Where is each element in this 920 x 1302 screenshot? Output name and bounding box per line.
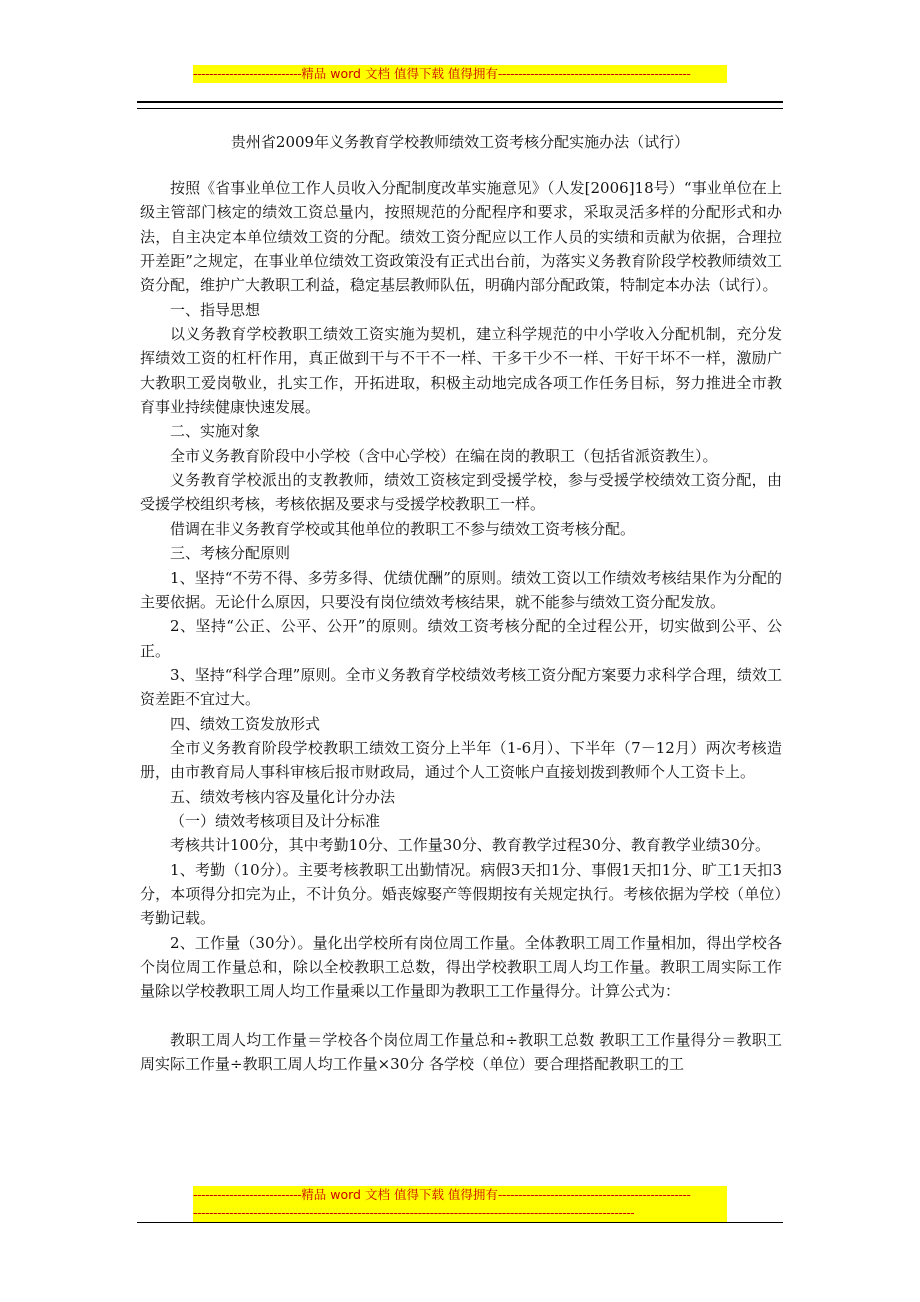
- paragraph: 2、坚持“公正、公平、公开”的原则。绩效工资考核分配的全过程公开，切实做到公平、公正。: [140, 617, 782, 660]
- banner-dashes-full: --------------------------------------------------------------------------------------------------------------: [193, 1205, 635, 1220]
- section-heading-4: 四、绩效工资发放形式: [170, 714, 321, 733]
- paragraph: 借调在非义务教育学校或其他单位的教职工不参与绩效工资考核分配。: [170, 519, 636, 538]
- footer-banner: [193, 1186, 727, 1204]
- header-rule-thick: [137, 101, 783, 103]
- footer-rule: [137, 1222, 783, 1223]
- section-heading-3: 三、考核分配原则: [170, 544, 291, 563]
- banner-text: 精品 word 文档 值得下载 值得拥有: [301, 66, 498, 81]
- paragraph: 以义务教育学校教职工绩效工资实施为契机，建立科学规范的中小学收入分配机制，充分发挥绩效工资的杠杆作用，真正做到干与不干不一样、干多干少不一样、干好干坏不一样，激励广大教职工爱岗敬业，扎实工作，开拓进取，积极主动地完成各项工作任务目标，努力推进全市教育事业持续健康快速发展。: [140, 325, 782, 417]
- section-heading-5: 五、绩效考核内容及量化计分办法: [170, 787, 396, 806]
- paragraph: 全市义务教育阶段学校教职工绩效工资分上半年（1-6月）、下半年（7－12月）两次考核造册，由市教育局人事科审核后报市财政局，通过个人工资帐户直接划拨到教师个人工资卡上。: [140, 738, 782, 782]
- footer-banner-dashes: [193, 1204, 727, 1222]
- paragraph: 2、工作量（30分）。量化出学校所有岗位周工作量。全体教职工周工作量相加，得出学校各个岗位周工作量总和，除以全校教职工总数，得出学校教职工周人均工作量。教职工周实际工作量除以学校教职工周人均工作量乘以工作量即为教职工工作量得分。计算公式为：: [140, 933, 782, 1001]
- paragraph: 3、坚持“科学合理”原则。全市义务教育学校绩效考核工资分配方案要力求科学合理，绩效工资差距不宜过大。: [140, 665, 782, 709]
- header-rule-thin: [137, 108, 783, 109]
- banner-dashes-left: ---------------------------: [193, 66, 302, 81]
- paragraph: 1、坚持“不劳不得、多劳多得、优绩优酬”的原则。绩效工资以工作绩效考核结果作为分配的主要依据。无论什么原因，只要没有岗位绩效考核结果，就不能参与绩效工资分配发放。: [140, 568, 782, 611]
- banner-text: 精品 word 文档 值得下载 值得拥有: [301, 1187, 498, 1202]
- document-title: 贵州省2009年义务教育学校教师绩效工资考核分配实施办法（试行）: [230, 133, 690, 151]
- paragraph-intro: 按照《省事业单位工作人员收入分配制度改革实施意见》（人发[2006]18号）“事业单位在上级主管部门核定的绩效工资总量内，按照规范的分配程序和要求，采取灵活多样的分配形式和办法，自主决定本单位绩效工资的分配。绩效工资分配应以工作人员的实绩和贡献为依据，合理拉开差距”之规定，在事业单位绩效工资政策没有正式出台前，为落实义务教育阶段学校教师绩效工资分配，维护广大教职工利益，稳定基层教师队伍，明确内部分配政策，特制定本办法（试行）。: [140, 179, 782, 295]
- paragraph: 全市义务教育阶段中小学校（含中心学校）在编在岗的教职工（包括省派资教生）。: [170, 446, 718, 465]
- paragraph: 1、考勤（10分）。主要考核教职工出勤情况。病假3天扣1分、事假1天扣1分、旷工1天扣3分，本项得分扣完为止，不计负分。婚丧嫁娶产等假期按有关规定执行。考核依据为学校（单位）考勤记载。: [140, 860, 782, 928]
- paragraph: 义务教育学校派出的支教教师，绩效工资核定到受援学校，参与受援学校绩效工资分配，由受援学校组织考核，考核依据及要求与受援学校教职工一样。: [140, 471, 782, 514]
- section-heading-2: 二、实施对象: [170, 422, 261, 441]
- paragraph-formula: 教职工周人均工作量＝学校各个岗位周工作量总和÷教职工总数 教职工工作量得分＝教职工周实际工作量÷教职工周人均工作量×30分 各学校（单位）要合理搭配教职工的工: [140, 1030, 782, 1074]
- paragraph: 考核共计100分，其中考勤10分、工作量30分、教育教学过程30分、教育教学业绩30分。: [170, 836, 770, 855]
- banner-dashes-right: ------------------------------------------------: [497, 66, 691, 81]
- banner-dashes-right: ------------------------------------------------: [497, 1187, 691, 1202]
- banner-dashes-left: ---------------------------: [193, 1187, 302, 1202]
- section-heading-1: 一、指导思想: [170, 300, 261, 319]
- header-banner: [193, 65, 727, 83]
- document-body: [140, 176, 782, 1076]
- subsection-heading: （一）绩效考核项目及计分标准: [170, 811, 381, 830]
